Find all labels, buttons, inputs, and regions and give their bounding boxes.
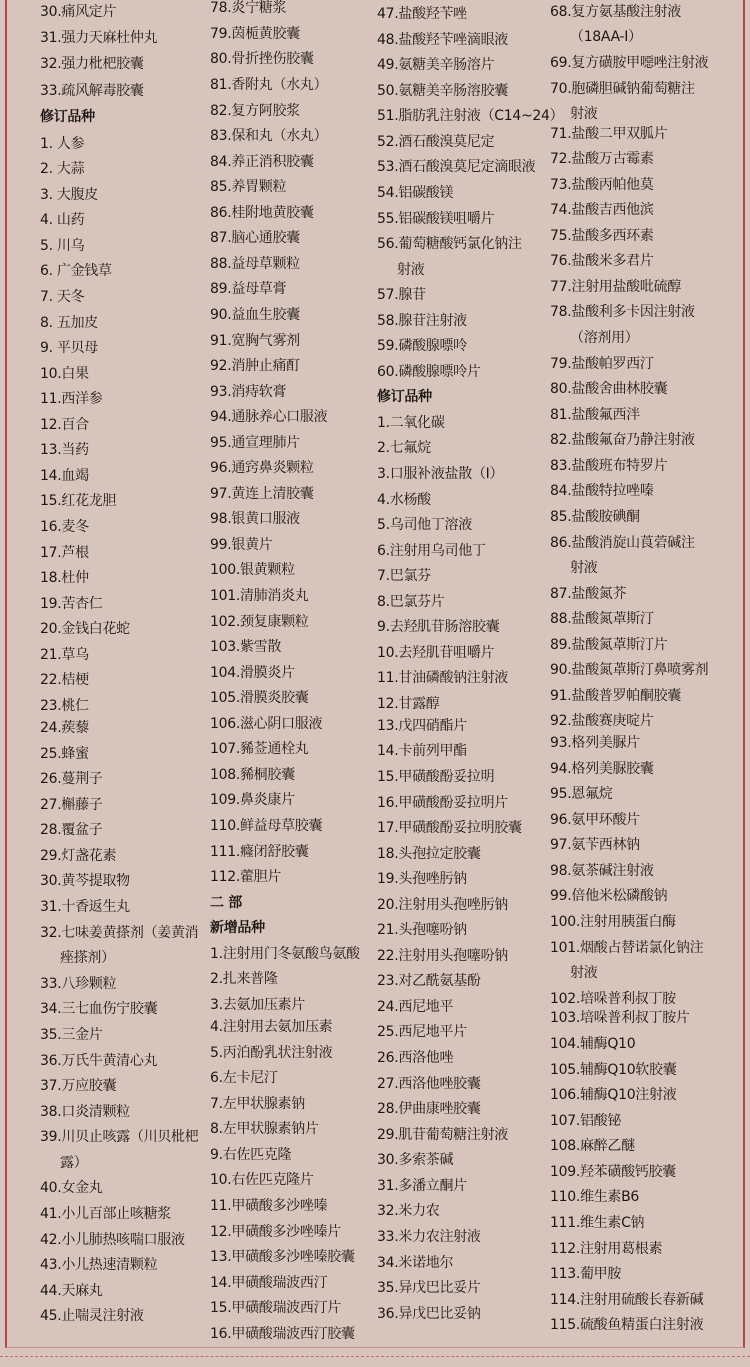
list-item: 25.蜂蜜 <box>40 746 89 762</box>
list-item: 99.银黄片 <box>210 537 273 553</box>
list-item: 72.盐酸万古霉素 <box>550 151 654 167</box>
list-item: 57.腺苷 <box>377 287 426 303</box>
list-item: 42.小儿肺热咳喘口服液 <box>40 1232 185 1248</box>
list-item: 59.磷酸腺嘌呤 <box>377 338 467 354</box>
list-item: 25.西尼地平片 <box>377 1024 467 1040</box>
list-item: 33.米力农注射液 <box>377 1229 481 1245</box>
list-item: 101.清肺消炎丸 <box>210 588 309 604</box>
list-item: 3. 大腹皮 <box>40 187 99 203</box>
list-item: 18.杜仲 <box>40 570 89 586</box>
list-item: 26.西洛他唑 <box>377 1050 454 1066</box>
list-item: 100.银黄颗粒 <box>210 562 295 578</box>
list-item: 104.滑膜炎片 <box>210 665 295 681</box>
list-item: 34.米诺地尔 <box>377 1255 454 1271</box>
list-item: 77.注射用盐酸吡硫醇 <box>550 279 681 295</box>
list-item: 12.甘露醇 <box>377 696 440 712</box>
list-item: 6.注射用乌司他丁 <box>377 543 486 559</box>
list-item: 32.米力农 <box>377 1203 440 1219</box>
list-item: 112.藿胆片 <box>210 869 282 885</box>
list-item: 109.羟苯磺酸钙胶囊 <box>550 1164 676 1180</box>
list-item: 13.当药 <box>40 442 89 458</box>
list-item: 103.紫雪散 <box>210 639 282 655</box>
list-item: 23.对乙酰氨基酚 <box>377 973 481 989</box>
list-item: 50.氨糖美辛肠溶胶囊 <box>377 83 508 99</box>
list-item-continuation: 露） <box>60 1155 88 1171</box>
list-item: 84.盐酸特拉唑嗪 <box>550 483 654 499</box>
list-item: 82.盐酸氟奋乃静注射液 <box>550 432 695 448</box>
list-item: 79.盐酸帕罗西汀 <box>550 356 654 372</box>
list-item: 87.盐酸氮芥 <box>550 586 627 602</box>
list-item: 85.盐酸胺碘酮 <box>550 509 640 525</box>
section-heading: 修订品种 <box>377 389 432 405</box>
list-item-continuation: 射液 <box>570 965 598 981</box>
list-item: 36.万氏牛黄清心丸 <box>40 1053 158 1069</box>
list-item: 81.盐酸氟西泮 <box>550 407 640 423</box>
list-item-continuation: 痤搽剂） <box>60 950 115 966</box>
list-item: 92.消肿止痛酊 <box>210 358 300 374</box>
list-item: 80.盐酸舍曲林胶囊 <box>550 381 668 397</box>
list-item: 113.葡甲胺 <box>550 1266 622 1282</box>
list-item: 47.盐酸羟苄唑 <box>377 6 467 22</box>
list-item: 4.注射用去氨加压素 <box>210 1019 333 1035</box>
list-item: 19.苦杏仁 <box>40 596 103 612</box>
list-item: 110.鲜益母草胶囊 <box>210 818 323 834</box>
list-item: 32.强力枇杷胶囊 <box>40 56 144 72</box>
list-item: 9.去羟肌苷肠溶胶囊 <box>377 619 500 635</box>
list-item: 12.百合 <box>40 417 89 433</box>
list-item: 16.麦冬 <box>40 519 89 535</box>
list-item: 60.磷酸腺嘌呤片 <box>377 364 481 380</box>
list-item: 96.通窍鼻炎颗粒 <box>210 460 314 476</box>
list-item: 32.七味姜黄搽剂（姜黄消 <box>40 925 199 941</box>
list-item: 86.桂附地黄胶囊 <box>210 205 314 221</box>
list-item: 30.多索茶碱 <box>377 1152 454 1168</box>
list-item: 99.倍他米松磷酸钠 <box>550 888 668 904</box>
list-item: 31.强力天麻杜仲丸 <box>40 30 158 46</box>
section-heading: 新增品种 <box>210 920 265 936</box>
list-item: 37.万应胶囊 <box>40 1078 117 1094</box>
list-item: 22.桔梗 <box>40 672 89 688</box>
list-item: 107.豨莶通栓丸 <box>210 741 309 757</box>
list-item: 52.酒石酸溴莫尼定 <box>377 134 495 150</box>
list-item: 87.脑心通胶囊 <box>210 230 300 246</box>
list-item: 14.卡前列甲酯 <box>377 743 467 759</box>
list-item-continuation: （溶剂用） <box>570 330 639 346</box>
list-item: 14.血竭 <box>40 468 89 484</box>
list-item: 55.铝碳酸镁咀嚼片 <box>377 211 495 227</box>
list-item: 88.盐酸氮䓬斯汀 <box>550 611 654 627</box>
list-item-continuation: 射液 <box>570 560 598 576</box>
list-item: 10.去羟肌苷咀嚼片 <box>377 645 495 661</box>
list-item: 85.养胃颗粒 <box>210 179 287 195</box>
list-item: 28.覆盆子 <box>40 822 103 838</box>
list-item: 92.盐酸赛庚啶片 <box>550 713 654 729</box>
list-item: 45.止喘灵注射液 <box>40 1308 144 1324</box>
list-item: 38.口炎清颗粒 <box>40 1104 130 1120</box>
list-item: 4.水杨酸 <box>377 492 431 508</box>
list-item: 11.甲磺酸多沙唑嗪 <box>210 1198 328 1214</box>
list-item-continuation: 射液 <box>397 262 425 278</box>
list-item: 5.乌司他丁溶液 <box>377 517 472 533</box>
list-item: 19.头孢唑肟钠 <box>377 871 467 887</box>
list-item: 109.鼻炎康片 <box>210 792 295 808</box>
list-item: 7.巴氯芬 <box>377 568 431 584</box>
list-item: 36.异戊巴比妥钠 <box>377 1306 481 1322</box>
list-item: 102.颈复康颗粒 <box>210 614 309 630</box>
list-item: 2. 大蒜 <box>40 161 85 177</box>
list-item: 8. 五加皮 <box>40 315 99 331</box>
list-item: 2.扎来普隆 <box>210 971 278 987</box>
list-item: 29.灯盏花素 <box>40 848 117 864</box>
list-item: 104.辅酶Q10 <box>550 1036 636 1052</box>
list-item: 8.左甲状腺素钠片 <box>210 1121 319 1137</box>
list-item: 27.槲藤子 <box>40 797 103 813</box>
list-item: 80.骨折挫伤胶囊 <box>210 51 314 67</box>
list-item: 90.盐酸氮䓬斯汀鼻喷雾剂 <box>550 662 709 678</box>
list-item: 26.蔓荆子 <box>40 771 103 787</box>
list-item: 111.维生素C钠 <box>550 1215 645 1231</box>
list-item: 15.甲磺酸酚妥拉明 <box>377 769 495 785</box>
list-item: 13.甲磺酸多沙唑嗪胶囊 <box>210 1249 355 1265</box>
list-item: 24.西尼地平 <box>377 999 454 1015</box>
list-item: 6. 广金钱草 <box>40 263 112 279</box>
list-item: 68.复方氨基酸注射液 <box>550 4 681 20</box>
list-item: 5.丙泊酚乳状注射液 <box>210 1045 333 1061</box>
list-item: 94.格列美脲胶囊 <box>550 761 654 777</box>
list-item: 53.酒石酸溴莫尼定滴眼液 <box>377 159 536 175</box>
list-item: 3.去氨加压素片 <box>210 997 305 1013</box>
list-item: 21.头孢噻吩钠 <box>377 922 467 938</box>
list-item: 16.甲磺酸瑞波西汀胶囊 <box>210 1326 355 1342</box>
list-item: 86.盐酸消旋山莨菪碱注 <box>550 535 695 551</box>
list-item: 100.注射用胰蛋白酶 <box>550 914 676 930</box>
list-item: 20.注射用头孢唑肟钠 <box>377 897 508 913</box>
list-item: 97.黄连上清胶囊 <box>210 486 314 502</box>
list-item: 5. 川乌 <box>40 238 85 254</box>
list-item: 110.维生素B6 <box>550 1189 639 1205</box>
list-item: 35.异戊巴比妥片 <box>377 1280 481 1296</box>
list-item: 1.二氧化碳 <box>377 415 445 431</box>
list-item: 107.铝酸铋 <box>550 1113 622 1129</box>
list-item: 49.氨糖美辛肠溶片 <box>377 57 495 73</box>
list-item: 108.麻醉乙醚 <box>550 1138 635 1154</box>
list-item: 51.脂肪乳注射液（C14~24） <box>377 108 564 124</box>
list-item: 33.八珍颗粒 <box>40 976 117 992</box>
list-item: 39.川贝止咳露（川贝枇杷 <box>40 1129 199 1145</box>
list-item: 105.辅酶Q10软胶囊 <box>550 1062 677 1078</box>
list-item: 91.宽胸气雾剂 <box>210 333 300 349</box>
list-item: 108.豨桐胶囊 <box>210 767 295 783</box>
list-item: 43.小儿热速清颗粒 <box>40 1257 158 1273</box>
list-item: 40.女金丸 <box>40 1180 103 1196</box>
list-item: 90.益血生胶囊 <box>210 307 300 323</box>
list-item: 16.甲磺酸酚妥拉明片 <box>377 795 508 811</box>
list-item: 112.注射用葛根素 <box>550 1241 663 1257</box>
list-item: 44.天麻丸 <box>40 1283 103 1299</box>
list-item: 7. 天冬 <box>40 289 85 305</box>
bottom-dashed-divider <box>0 1356 750 1357</box>
list-item: 70.胞磷胆碱钠葡萄糖注 <box>550 81 695 97</box>
list-item: 115.硫酸鱼精蛋白注射液 <box>550 1317 704 1333</box>
list-item: 81.香附丸（水丸） <box>210 77 328 93</box>
list-item: 12.甲磺酸多沙唑嗪片 <box>210 1224 341 1240</box>
list-item: 75.盐酸多西环素 <box>550 228 654 244</box>
list-item: 79.茵栀黄胶囊 <box>210 26 300 42</box>
list-item: 76.盐酸米多君片 <box>550 253 654 269</box>
list-item: 105.滑膜炎胶囊 <box>210 690 309 706</box>
list-item: 95.通宣理肺片 <box>210 435 300 451</box>
list-item: 83.保和丸（水丸） <box>210 128 328 144</box>
list-item: 1. 人参 <box>40 136 85 152</box>
list-item: 11.甘油磷酸钠注射液 <box>377 670 508 686</box>
list-item: 98.银黄口服液 <box>210 511 300 527</box>
list-item: 18.头孢拉定胶囊 <box>377 846 481 862</box>
list-item: 27.西洛他唑胶囊 <box>377 1076 481 1092</box>
list-item: 101.烟酸占替诺氯化钠注 <box>550 940 704 956</box>
list-item: 94.通脉养心口服液 <box>210 409 328 425</box>
list-item: 9. 平贝母 <box>40 340 99 356</box>
list-item: 35.三金片 <box>40 1027 103 1043</box>
list-item: 106.滋心阴口服液 <box>210 716 323 732</box>
list-item: 54.铝碳酸镁 <box>377 185 454 201</box>
list-item: 30.痛风定片 <box>40 4 117 20</box>
list-item: 73.盐酸丙帕他莫 <box>550 177 654 193</box>
list-item: 10.右佐匹克隆片 <box>210 1172 314 1188</box>
list-item: 4. 山药 <box>40 212 85 228</box>
list-item: 89.盐酸氮䓬斯汀片 <box>550 637 668 653</box>
list-item: 29.肌苷葡萄糖注射液 <box>377 1127 508 1143</box>
list-item: 13.戊四硝酯片 <box>377 718 467 734</box>
list-item: 41.小儿百部止咳糖浆 <box>40 1206 171 1222</box>
list-item: 30.黄芩提取物 <box>40 873 130 889</box>
list-item: 91.盐酸普罗帕酮胶囊 <box>550 688 681 704</box>
list-item: 84.养正消积胶囊 <box>210 154 314 170</box>
list-item-continuation: （18AA-Ⅰ） <box>570 29 642 45</box>
list-item: 93.消痔软膏 <box>210 384 287 400</box>
list-item: 31.十香返生丸 <box>40 899 130 915</box>
list-item: 14.甲磺酸瑞波西汀 <box>210 1275 328 1291</box>
list-item: 33.疏风解毒胶囊 <box>40 83 144 99</box>
list-item: 22.注射用头孢噻吩钠 <box>377 948 508 964</box>
list-item: 24.蒺藜 <box>40 720 89 736</box>
list-item: 82.复方阿胶浆 <box>210 103 300 119</box>
list-item: 7.左甲状腺素钠 <box>210 1096 305 1112</box>
list-item: 31.多潘立酮片 <box>377 1178 467 1194</box>
list-item: 102.培哚普利叔丁胺 <box>550 991 676 1007</box>
list-item: 88.益母草颗粒 <box>210 256 300 272</box>
list-item: 78.盐酸利多卡因注射液 <box>550 304 695 320</box>
list-item: 6.左卡尼汀 <box>210 1070 278 1086</box>
list-item: 83.盐酸班布特罗片 <box>550 458 668 474</box>
list-item: 48.盐酸羟苄唑滴眼液 <box>377 32 508 48</box>
list-item: 3.口服补液盐散（Ⅰ） <box>377 466 504 482</box>
list-item: 114.注射用硫酸长春新碱 <box>550 1292 704 1308</box>
list-item: 21.草乌 <box>40 647 89 663</box>
list-item: 69.复方磺胺甲噁唑注射液 <box>550 55 709 71</box>
list-item: 71.盐酸二甲双胍片 <box>550 126 668 142</box>
list-item: 34.三七血伤宁胶囊 <box>40 1001 158 1017</box>
list-item: 9.右佐匹克隆 <box>210 1147 292 1163</box>
list-item: 23.桃仁 <box>40 698 89 714</box>
list-item: 98.氨茶碱注射液 <box>550 863 654 879</box>
list-item: 106.辅酶Q10注射液 <box>550 1087 677 1103</box>
section-heading: 修订品种 <box>40 109 95 125</box>
list-item: 10.白果 <box>40 366 89 382</box>
list-item: 56.葡萄糖酸钙氯化钠注 <box>377 236 522 252</box>
list-item: 2.七氟烷 <box>377 440 431 456</box>
list-item: 103.培哚普利叔丁胺片 <box>550 1010 690 1026</box>
list-item: 96.氨甲环酸片 <box>550 812 640 828</box>
list-item: 93.格列美脲片 <box>550 735 640 751</box>
list-item: 8.巴氯芬片 <box>377 594 445 610</box>
list-item: 28.伊曲康唑胶囊 <box>377 1101 481 1117</box>
list-item: 1.注射用门冬氨酸鸟氨酸 <box>210 946 360 962</box>
list-item: 15.甲磺酸瑞波西汀片 <box>210 1300 341 1316</box>
section-heading: 二 部 <box>210 895 242 911</box>
list-item: 15.红花龙胆 <box>40 493 117 509</box>
list-item: 17.芦根 <box>40 545 89 561</box>
list-item: 17.甲磺酸酚妥拉明胶囊 <box>377 820 522 836</box>
list-item: 95.恩氟烷 <box>550 786 613 802</box>
list-item-continuation: 射液 <box>570 106 598 122</box>
list-item: 89.益母草膏 <box>210 281 287 297</box>
list-item: 74.盐酸吉西他滨 <box>550 202 654 218</box>
list-item: 58.腺苷注射液 <box>377 313 467 329</box>
list-item: 97.氨苄西林钠 <box>550 837 640 853</box>
list-item: 20.金钱白花蛇 <box>40 621 130 637</box>
list-item: 111.癃闭舒胶囊 <box>210 844 309 860</box>
list-item: 11.西洋参 <box>40 391 103 407</box>
list-item: 78.炎宁糖浆 <box>210 0 287 16</box>
